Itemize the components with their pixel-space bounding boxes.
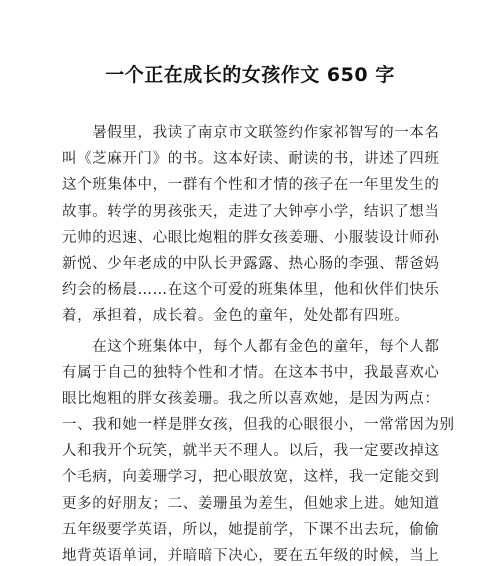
body-line: 这个班集体中，一群有个性和才情的孩子在一年里发生的 (62, 177, 440, 194)
body-line: 新悦、少年老成的中队长尹露露、热心肠的李强、帮爸妈 (62, 255, 440, 272)
body-line: 叫《芝麻开门》的书。这本好读、耐读的书，讲述了四班 (62, 151, 440, 168)
body-line: 人和我开个玩笑，就半天不理人。以后，我一定要改掉这 (62, 443, 440, 460)
body-line: 地背英语单词，并暗暗下决心，要在五年级的时候，当上 (62, 548, 440, 564)
document-body (62, 120, 455, 566)
body-line: 暑假里，我读了南京市文联签约作家祁智写的一本名 (62, 125, 440, 141)
body-line: 更多的好朋友；二、姜珊虽为差生，但她求上进。她知道 (62, 495, 440, 512)
body-line: 在这个班集体中，每个人都有金色的童年，每个人都 (62, 338, 440, 355)
body-line: 个毛病，向姜珊学习，把心眼放宽，这样，我一定能交到 (62, 469, 440, 486)
body-line: 眼比炮粗的胖女孩姜珊。我之所以喜欢她，是因为两点： (62, 390, 440, 407)
document-title: 一个正在成长的女孩作文 650 字 (105, 64, 395, 86)
body-line: 约会的杨晨……在这个可爱的班集体里，他和伙伴们快乐 (62, 282, 440, 299)
body-line: 元帅的迟速、心眼比炮粗的胖女孩姜珊、小服装设计师孙 (62, 229, 440, 246)
body-line: 着，承担着，成长着。金色的童年，处处都有四班。 (62, 308, 410, 325)
body-line: 五年级要学英语，所以，她提前学，下课不出去玩，偷偷 (62, 521, 440, 538)
body-line: 故事。转学的男孩张天，走进了大钟亭小学，结识了想当 (62, 203, 440, 220)
body-line: 一、我和她一样是胖女孩，但我的心眼很小，一常常因为别 (62, 417, 455, 434)
body-line: 有属于自己的独特个性和才情。在这本书中，我最喜欢心 (62, 364, 440, 381)
